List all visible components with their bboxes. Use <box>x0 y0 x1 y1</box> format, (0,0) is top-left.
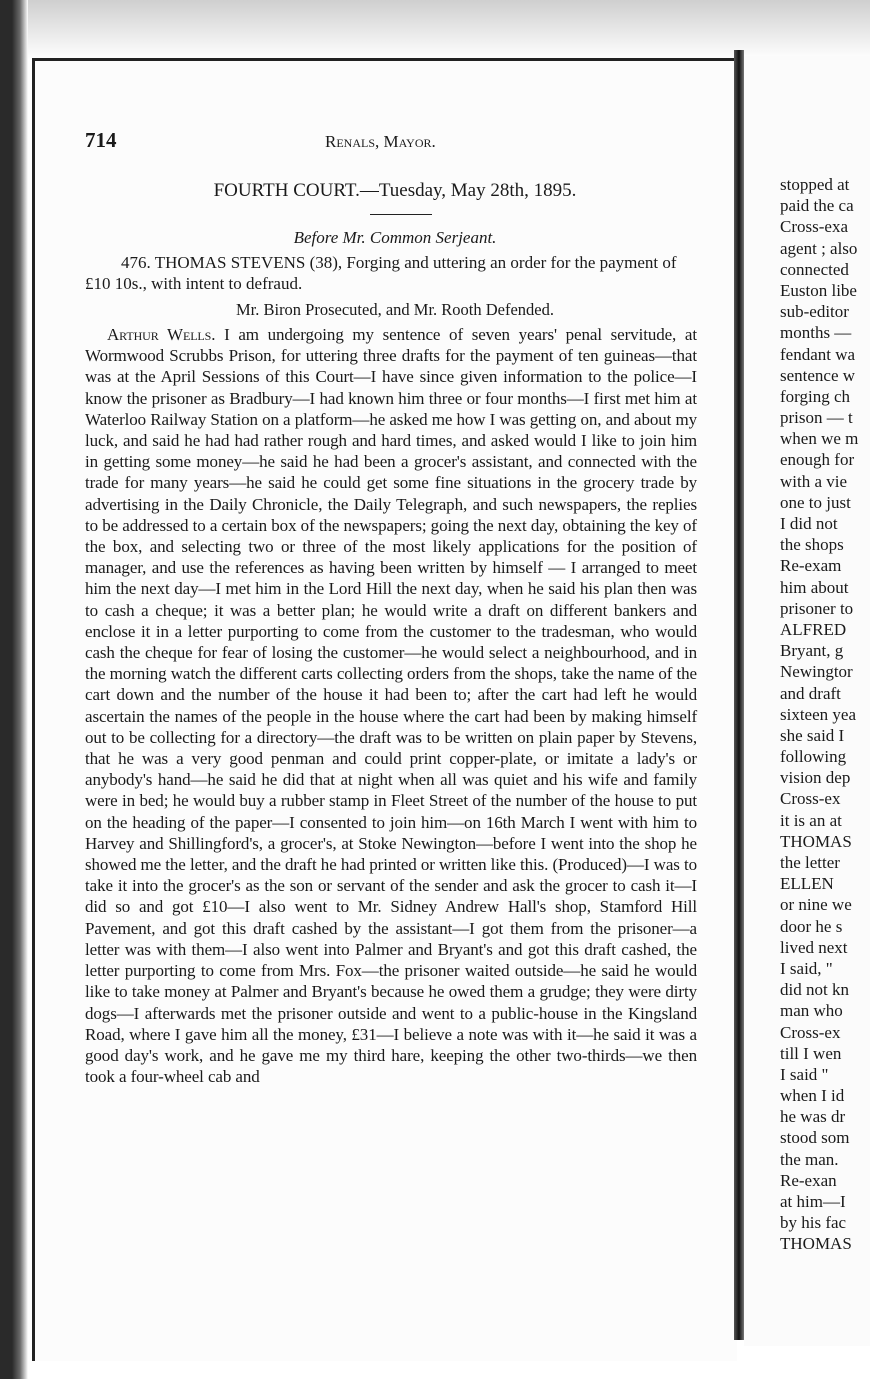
right-page-line: Re-exan <box>780 1170 837 1190</box>
right-page-line: prison — t <box>780 408 853 428</box>
counsel-line: Mr. Biron Prosecuted, and Mr. Rooth Defended. <box>235 300 555 319</box>
page-number: 714 <box>85 128 117 152</box>
book-left-edge <box>0 0 28 1379</box>
right-page-line: following <box>780 747 847 767</box>
right-page-line: him about <box>780 577 849 597</box>
right-page-line: I said, " <box>780 958 833 978</box>
right-page-line: by his fac <box>780 1213 847 1233</box>
right-page-line: Euston libe <box>780 280 857 300</box>
right-page-column <box>780 174 870 1255</box>
right-page-line: she said I <box>780 725 845 745</box>
right-page-line: Re-exam <box>780 556 842 576</box>
right-page-line: lived next <box>780 937 848 957</box>
right-page-line: one to just <box>780 492 851 512</box>
right-page-line: at him—I <box>780 1192 846 1211</box>
right-page-line: stopped at <box>780 175 850 194</box>
case-heading: 476. THOMAS STEVENS (38), Forging and uttering an order for the payment of £10 10s., with intent to defraud. <box>85 253 677 293</box>
right-page-line: enough for <box>780 450 855 470</box>
right-page-line: the man. <box>780 1149 839 1169</box>
right-page-line: and draft <box>780 683 841 703</box>
right-page-line: THOMAS <box>780 831 852 851</box>
testimony-text: I am undergoing my sentence of seven years' penal servitude, at Wormwood Scrubbs Prison, for uttering three drafts for the payment of ten guineas—that was at the April Sessions of this Court—I have since given information to the police—I know the prisoner as Bradbury—I had known him three or four months—I first met him at Waterloo Railway Station on a platform—he asked me how I was getting on, and about my luck, and said he had had rather rough and hard times, and asked would I like to join him in getting some money—he said he had been a grocer's assistant, and connected with the trade for many years—he said he could get some fine situations in the grocery trade by advertising in the Daily Chronicle, the Daily Telegraph, and such newspapers, the replies to be addressed to a certain box of the newspapers; going the next day, obtaining the key of the box, and selecting two or three of the most likely applications for the position of manager, and use the references as having been written by himself — I arranged to meet him the next day—I met him in the Lord Hill the next day, when he said his plan then was to cash a cheque; it was a better plan; he would write a draft on different bankers and enclose it in a letter purporting to come from the customer to the tradesman, who would cash the cheque for fear of losing the customer—he would select a neighbourhood, and in the morning watch the different carts collecting orders from the shops, take the name of the cart down and the number of the house it had been to; after the cart had left he would ascertain the names of the people in the house where the cart had been by making himself out to be collecting for a directory—the draft was to be written on plain paper by Stevens, that he was a very good penman and could print copper-plate, or imitate a lady's or anybody's hand—he said he did that at night when all was quiet and his wife and family were in bed; he would buy a rubber stamp in Fleet Street of the number of the house to put on the heading of the paper—I consented to join him—on 16th March I went with him to Harvey and Shillingford's, a grocer's, at Stoke Newington—before I went into the shop he showed me the letter, and the draft he had printed or written like this. (Produced)—I was to take it into the grocer's as the son or servant of the sender and ask the grocer to cash it—I did so and got £10—I also went to Mr. Sidney Andrew Hall's shop, Stamford Hill Pavement, and got this draft cashed by the assistant—I got them from the prisoner—a letter was with them—I also went into Palmer and Bryant's and got this draft cashed, the letter purporting to come from Mrs. Fox—the prisoner waited outside—he said he would like to take money at Palmer and Bryant's because he owed them a grudge; they were dirty dogs—I afterwards met the prisoner outside and went to a public-house in the Kingsland Road, where I gave him all the money, £31—I believe a note was with it—he said it was a good day's work, and he gave me my third hare, keeping the other two-thirds—we then took a four-wheel cab and <box>85 325 697 1087</box>
right-page-line: forging ch <box>780 386 851 406</box>
right-page-line: fendant wa <box>780 344 856 364</box>
right-page-line: ELLEN <box>780 874 834 894</box>
right-page-line: I said " <box>780 1064 829 1084</box>
before-line: Before Mr. Common Serjeant. <box>293 228 497 247</box>
right-page-line: agent ; also <box>780 238 858 258</box>
right-page-line: stood som <box>780 1128 850 1148</box>
right-page-line: man who <box>780 1001 843 1021</box>
right-page-line: Cross-ex <box>780 789 841 809</box>
right-page-line: THOMAS <box>780 1234 852 1254</box>
court-heading: FOURTH COURT.—Tuesday, May 28th, 1895. <box>213 180 577 201</box>
running-head <box>85 128 705 158</box>
running-title: Renals, Mayor. <box>325 132 436 151</box>
right-page-line: prisoner to <box>780 598 854 618</box>
right-page-line: the letter <box>780 853 840 872</box>
right-page-line: paid the ca <box>780 196 854 216</box>
right-page-line: did not kn <box>780 980 849 1000</box>
right-page-line: sub-editor <box>780 302 849 322</box>
right-page-line: Newingtor <box>780 662 853 682</box>
right-page-line: I did not <box>780 514 838 533</box>
right-page-line: the shops <box>780 535 844 555</box>
right-page-line: sixteen yea <box>780 704 856 724</box>
right-page-line: Cross-ex <box>780 1022 841 1042</box>
right-page-line: with a vie <box>780 471 848 491</box>
right-page-line: ALFRED <box>780 619 847 639</box>
testimony-paragraph <box>85 324 697 1087</box>
right-page-line: Bryant, g <box>780 641 844 661</box>
right-page-line: connected <box>780 259 849 279</box>
right-page-line: when I id <box>780 1086 845 1106</box>
heading-rule <box>370 214 432 215</box>
right-page-line: it is an at <box>780 810 842 830</box>
right-page-line: door he s <box>780 916 843 936</box>
book-gutter <box>734 50 744 1340</box>
witness-name: Arthur Wells. <box>107 325 216 344</box>
right-page-line: vision dep <box>780 768 851 788</box>
right-page-line: he was dr <box>780 1107 846 1127</box>
right-page-line: or nine we <box>780 895 852 915</box>
right-page-line: when we m <box>780 429 859 449</box>
right-page-line: months — <box>780 323 852 343</box>
right-page <box>744 56 870 1346</box>
right-page-line: Cross-exa <box>780 217 848 237</box>
right-page-line: till I wen <box>780 1043 842 1063</box>
right-page-line: sentence w <box>780 365 856 385</box>
